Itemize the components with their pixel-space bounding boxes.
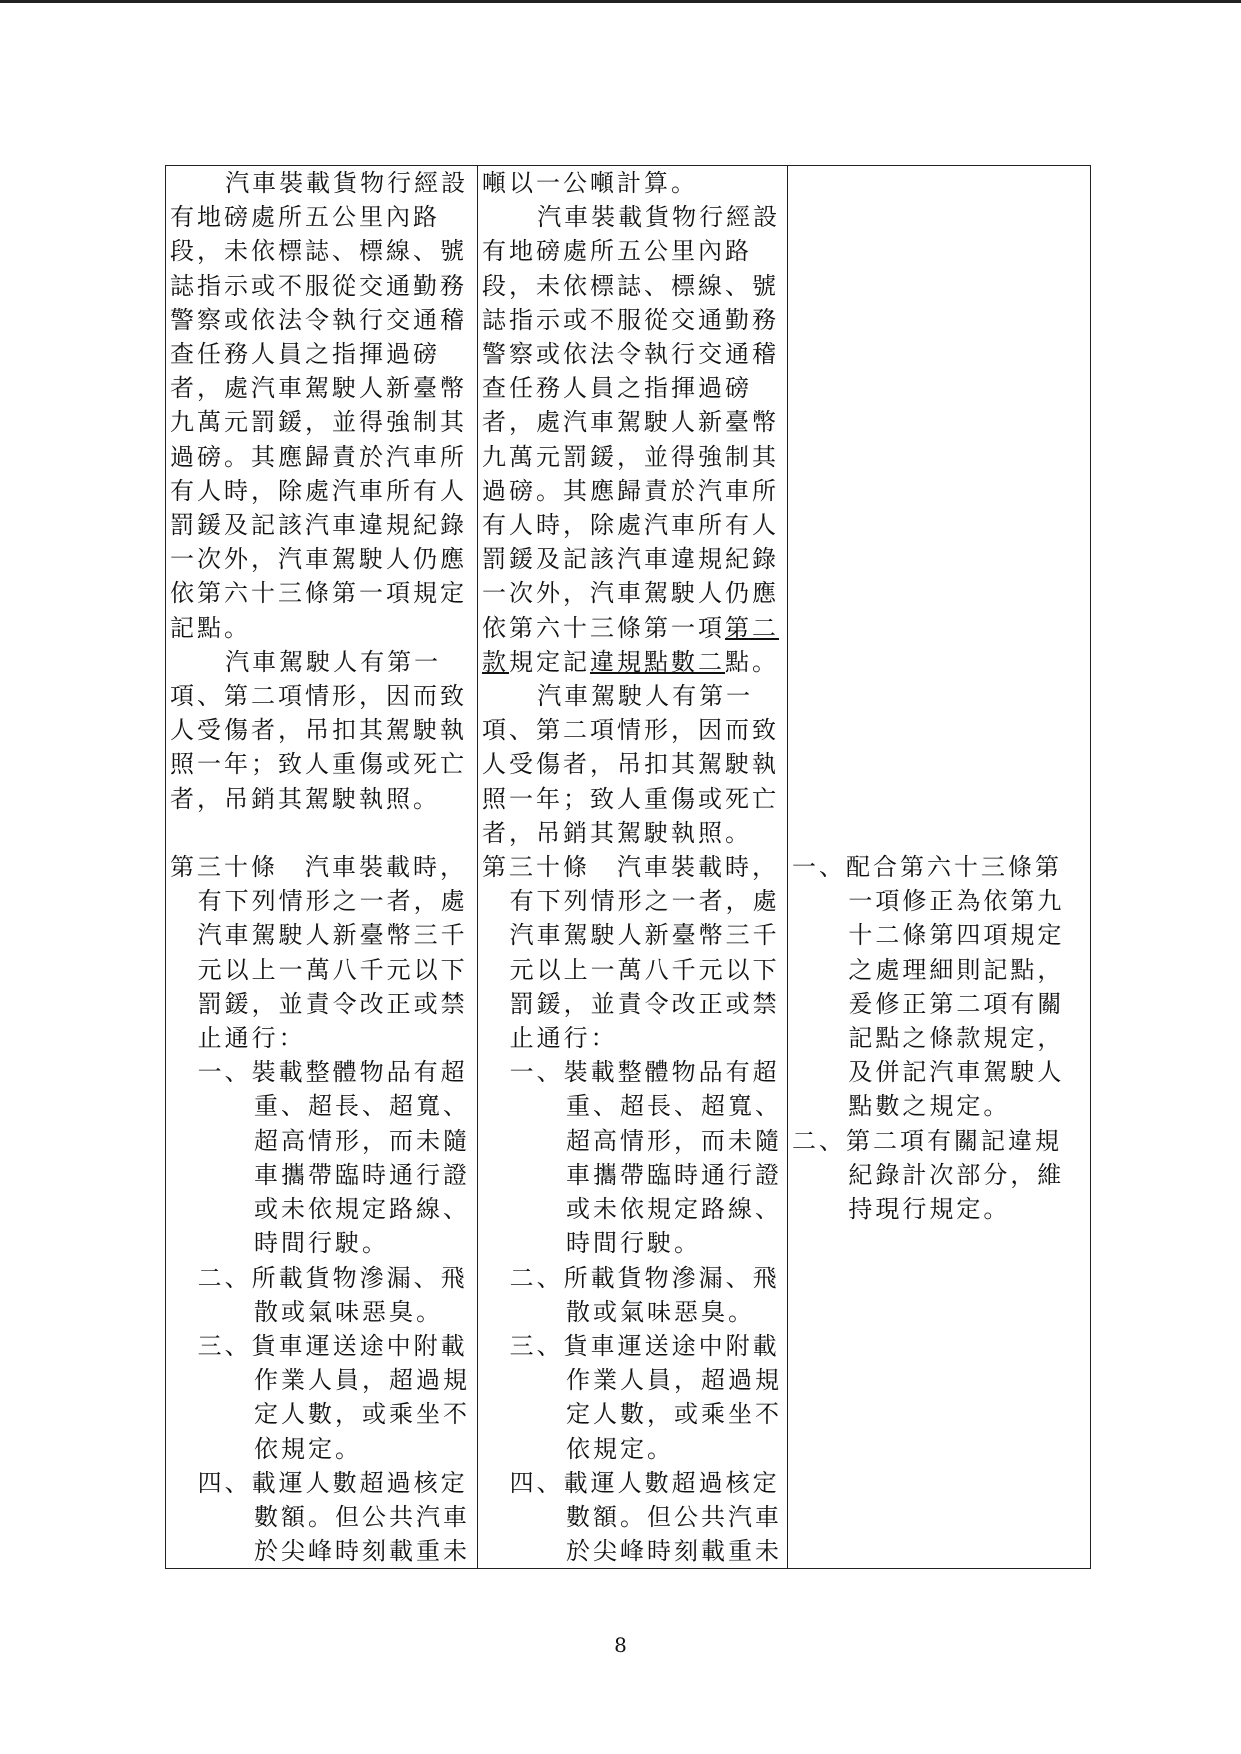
amended-text-cell: [166, 166, 478, 851]
list-item: 三、貨車運送途中附載作業人員，超過規定人數，或乘坐不依規定。: [197, 1331, 470, 1463]
paragraph: 汽車裝載貨物行經設有地磅處所五公里內路段，未依標誌、標線、號誌指示或不服從交通勤務警察或依法令執行交通稽查任務人員之指揮過磅者，處汽車駕駛人新臺幣九萬元罰鍰，並得強制其過磅。其應歸責於汽車所有人時，除處汽車所有人罰鍰及記該汽車違規紀錄一次外，汽車駕駛人仍應依第六十三條第一項規定記點。: [170, 169, 469, 642]
paragraph: 汽車駕駛人有第一項、第二項情形，因而致人受傷者，吊扣其駕駛執照一年；致人重傷或死亡者，吊銷其駕駛執照。: [482, 682, 779, 847]
underlined-text: 第二款: [482, 613, 779, 676]
scan-top-edge: [0, 0, 1241, 3]
list-item: 二、所載貨物滲漏、飛散或氣味惡臭。: [509, 1263, 780, 1326]
amendment-comparison-table: [165, 165, 1091, 1569]
explanation-note: 二、第二項有關記違規紀錄計次部分，維持現行規定。: [792, 1126, 1065, 1224]
text-run: 汽車裝載貨物行經設有地磅處所五公里內路段，未依標誌、標線、號誌指示或不服從交通勤務警察或依法令執行交通稽查任務人員之指揮過磅者，處汽車駕駛人新臺幣九萬元罰鍰，並得強制其過磅。其應歸責於汽車所有人時，除處汽車所有人罰鍰及記該汽車違規紀錄一次外，汽車駕駛人仍應依第六十三條第一項: [482, 203, 781, 642]
amended-text-cell: [166, 850, 478, 1569]
explanation-note: 一、配合第六十三條第一項修正為依第九十二條第四項規定之處理細則記點，爰修正第二項有關記點之條款規定，及併記汽車駕駛人點數之規定。: [792, 853, 1065, 1121]
page-number: 8: [614, 1633, 627, 1657]
underlined-text: 違規點數二: [590, 647, 725, 676]
list-item: 四、載運人數超過核定數額。但公共汽車於尖峰時刻載重未: [509, 1468, 782, 1566]
paragraph: 汽車駕駛人有第一項、第二項情形，因而致人受傷者，吊扣其駕駛執照一年；致人重傷或死亡者，吊銷其駕駛執照。: [170, 647, 467, 813]
current-text-cell: [478, 850, 788, 1569]
explanation-cell: [788, 850, 1091, 1569]
list-item: 三、貨車運送途中附載作業人員，超過規定人數，或乘坐不依規定。: [509, 1331, 782, 1463]
article-heading: 第三十條 汽車裝載時，有下列情形之一者，處汽車駕駛人新臺幣三千元以上一萬八千元以下罰鍰，並責令改正或禁止通行：: [170, 853, 468, 1053]
list-item: 二、所載貨物滲漏、飛散或氣味惡臭。: [197, 1263, 468, 1326]
explanation-cell: [788, 166, 1091, 851]
list-item: 一、裝載整體物品有超重、超長、超寬、超高情形，而未隨車攜帶臨時通行證或未依規定路線、時間行駛。: [197, 1058, 470, 1258]
table-row: [166, 166, 1091, 851]
list-item: 一、裝載整體物品有超重、超長、超寬、超高情形，而未隨車攜帶臨時通行證或未依規定路線、時間行駛。: [509, 1058, 782, 1258]
table-row: [166, 850, 1091, 1569]
current-text-cell: [478, 166, 788, 851]
paragraph: [482, 200, 783, 679]
list-item: 四、載運人數超過核定數額。但公共汽車於尖峰時刻載重未: [197, 1468, 470, 1566]
article-heading: 第三十條 汽車裝載時，有下列情形之一者，處汽車駕駛人新臺幣三千元以上一萬八千元以下罰鍰，並責令改正或禁止通行：: [482, 853, 780, 1053]
text-run: 規定記: [509, 647, 590, 676]
text-run: 點。: [725, 647, 779, 676]
paragraph: 噸以一公噸計算。: [482, 169, 698, 197]
